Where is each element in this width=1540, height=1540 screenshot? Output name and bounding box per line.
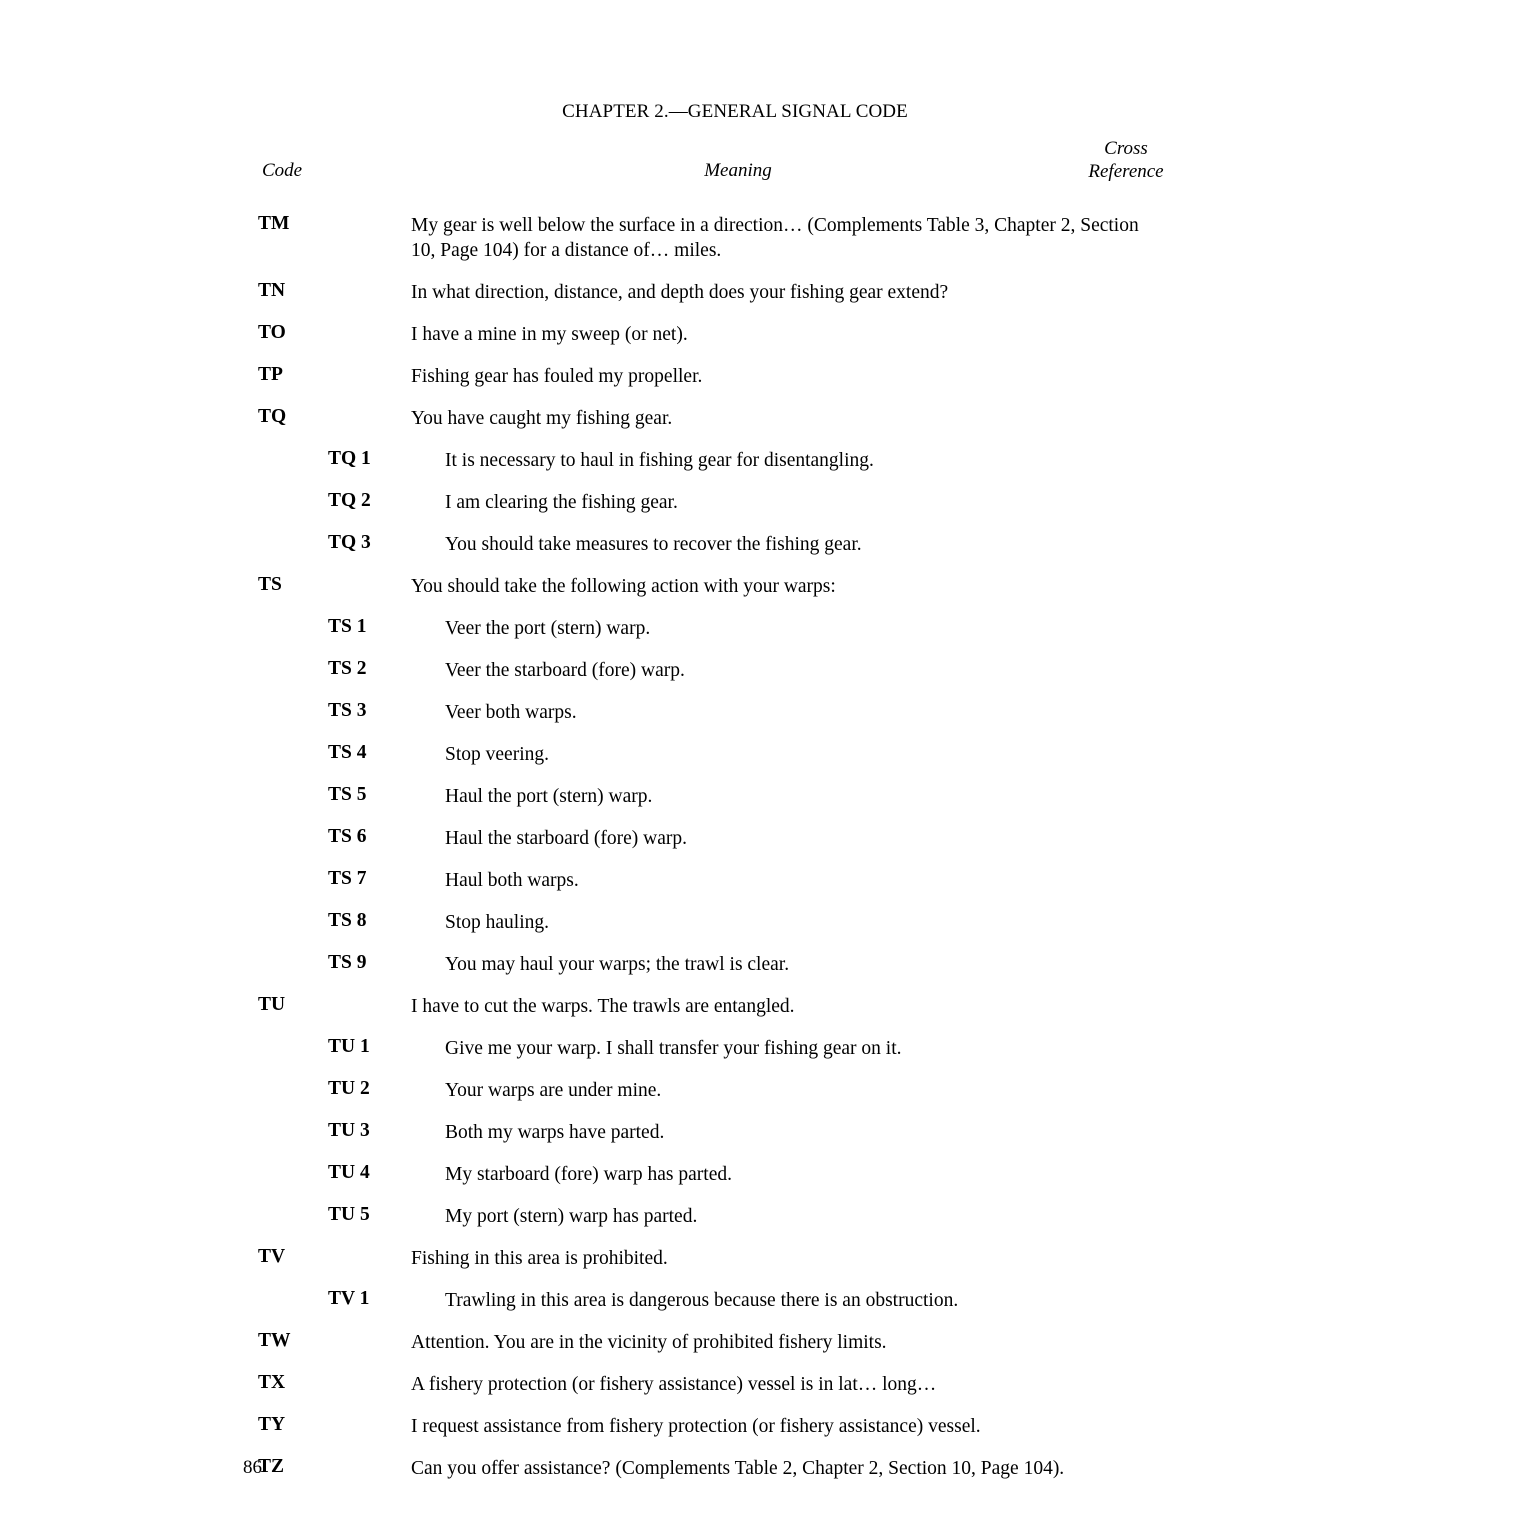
signal-meaning: Your warps are under mine. <box>445 1080 662 1101</box>
table-row <box>0 1414 1540 1439</box>
table-row <box>0 213 1540 263</box>
signal-meaning: Veer the starboard (fore) warp. <box>445 660 685 681</box>
signal-code: TS 5 <box>328 784 367 805</box>
signal-meaning: I have to cut the warps. The trawls are entangled. <box>411 996 795 1017</box>
table-row <box>0 574 1540 599</box>
signal-meaning: Veer both warps. <box>445 702 577 723</box>
table-row <box>0 658 1540 683</box>
signal-code: TY <box>258 1414 286 1435</box>
signal-code: TS <box>258 574 282 595</box>
table-row <box>0 406 1540 431</box>
signal-code: TQ 3 <box>328 532 371 553</box>
column-header-cross-reference-line1: Cross <box>1104 138 1148 159</box>
table-row <box>0 952 1540 977</box>
table-row <box>0 910 1540 935</box>
table-row <box>0 1330 1540 1355</box>
signal-meaning: I request assistance from fishery protection (or fishery assistance) vessel. <box>411 1416 981 1437</box>
signal-code: TZ <box>258 1456 285 1477</box>
signal-meaning: You have caught my fishing gear. <box>411 408 673 429</box>
table-row <box>0 1204 1540 1229</box>
table-row <box>0 1246 1540 1271</box>
signal-meaning: Fishing in this area is prohibited. <box>411 1248 668 1269</box>
signal-meaning: I am clearing the fishing gear. <box>445 492 678 513</box>
signal-meaning: You may haul your warps; the trawl is clear. <box>445 954 790 975</box>
signal-code: TU 5 <box>328 1204 370 1225</box>
table-row <box>0 1162 1540 1187</box>
table-row <box>0 826 1540 851</box>
table-row <box>0 1120 1540 1145</box>
page-number: 86 <box>243 1457 262 1478</box>
column-header-cross-reference-line2: Reference <box>1088 161 1164 182</box>
signal-meaning: It is necessary to haul in fishing gear for disentangling. <box>445 450 874 471</box>
table-row <box>0 742 1540 767</box>
table-row <box>0 490 1540 515</box>
table-row <box>0 868 1540 893</box>
signal-meaning: A fishery protection (or fishery assistance) vessel is in lat… long… <box>411 1374 937 1395</box>
signal-code: TS 1 <box>328 616 367 637</box>
signal-code: TU 1 <box>328 1036 370 1057</box>
signal-meaning: I have a mine in my sweep (or net). <box>411 324 688 345</box>
signal-code: TP <box>258 364 283 385</box>
signal-code: TS 3 <box>328 700 367 721</box>
signal-code: TV 1 <box>328 1288 370 1309</box>
signal-code: TM <box>258 213 290 234</box>
signal-meaning: In what direction, distance, and depth does your fishing gear extend? <box>411 282 949 303</box>
table-row <box>0 994 1540 1019</box>
signal-code: TQ 1 <box>328 448 371 469</box>
signal-meaning: Stop hauling. <box>445 912 550 933</box>
chapter-title: CHAPTER 2.—GENERAL SIGNAL CODE <box>562 101 908 122</box>
signal-code: TS 4 <box>328 742 367 763</box>
signal-code: TU 3 <box>328 1120 370 1141</box>
column-header-cross-reference <box>1040 137 1212 183</box>
signal-meaning: You should take the following action with your warps: <box>411 576 836 597</box>
signal-code: TO <box>258 322 286 343</box>
signal-code: TQ <box>258 406 287 427</box>
signal-meaning: Attention. You are in the vicinity of prohibited fishery limits. <box>411 1332 887 1353</box>
signal-code: TU 2 <box>328 1078 370 1099</box>
signal-meaning: You should take measures to recover the fishing gear. <box>445 534 862 555</box>
table-row <box>0 280 1540 305</box>
signal-code: TS 9 <box>328 952 367 973</box>
signal-code: TW <box>258 1330 291 1351</box>
signal-meaning: My port (stern) warp has parted. <box>445 1206 698 1227</box>
table-row <box>0 1078 1540 1103</box>
signal-code: TQ 2 <box>328 490 371 511</box>
table-row <box>0 1288 1540 1313</box>
signal-meaning: Veer the port (stern) warp. <box>445 618 651 639</box>
signal-meaning: Give me your warp. I shall transfer your fishing gear on it. <box>445 1038 902 1059</box>
table-row <box>0 784 1540 809</box>
signal-meaning: My gear is well below the surface in a direction… (Complements Table 3, Chapter 2, Section 10, Page 104) for a distance of… miles. <box>411 215 1139 261</box>
signal-meaning: Haul the port (stern) warp. <box>445 786 653 807</box>
signal-meaning: Can you offer assistance? (Complements Table 2, Chapter 2, Section 10, Page 104). <box>411 1458 1065 1479</box>
table-row <box>0 1036 1540 1061</box>
column-header-meaning: Meaning <box>704 160 772 181</box>
signal-code: TX <box>258 1372 286 1393</box>
table-row <box>0 448 1540 473</box>
signal-code: TN <box>258 280 286 301</box>
signal-code: TS 2 <box>328 658 367 679</box>
column-header-code: Code <box>262 160 303 181</box>
signal-code: TS 7 <box>328 868 367 889</box>
table-row <box>0 1372 1540 1397</box>
signal-meaning: Haul the starboard (fore) warp. <box>445 828 688 849</box>
signal-meaning: Fishing gear has fouled my propeller. <box>411 366 703 387</box>
signal-code-table <box>0 213 1540 1498</box>
signal-code: TS 6 <box>328 826 367 847</box>
signal-meaning: Stop veering. <box>445 744 549 765</box>
table-row <box>0 700 1540 725</box>
signal-meaning: Haul both warps. <box>445 870 579 891</box>
table-row <box>0 1456 1540 1481</box>
signal-meaning: My starboard (fore) warp has parted. <box>445 1164 732 1185</box>
signal-code: TS 8 <box>328 910 367 931</box>
table-row <box>0 616 1540 641</box>
signal-meaning: Trawling in this area is dangerous because there is an obstruction. <box>445 1290 959 1311</box>
table-row <box>0 322 1540 347</box>
signal-code: TU <box>258 994 286 1015</box>
signal-meaning: Both my warps have parted. <box>445 1122 665 1143</box>
signal-code: TV <box>258 1246 286 1267</box>
table-row <box>0 532 1540 557</box>
table-row <box>0 364 1540 389</box>
signal-code: TU 4 <box>328 1162 370 1183</box>
